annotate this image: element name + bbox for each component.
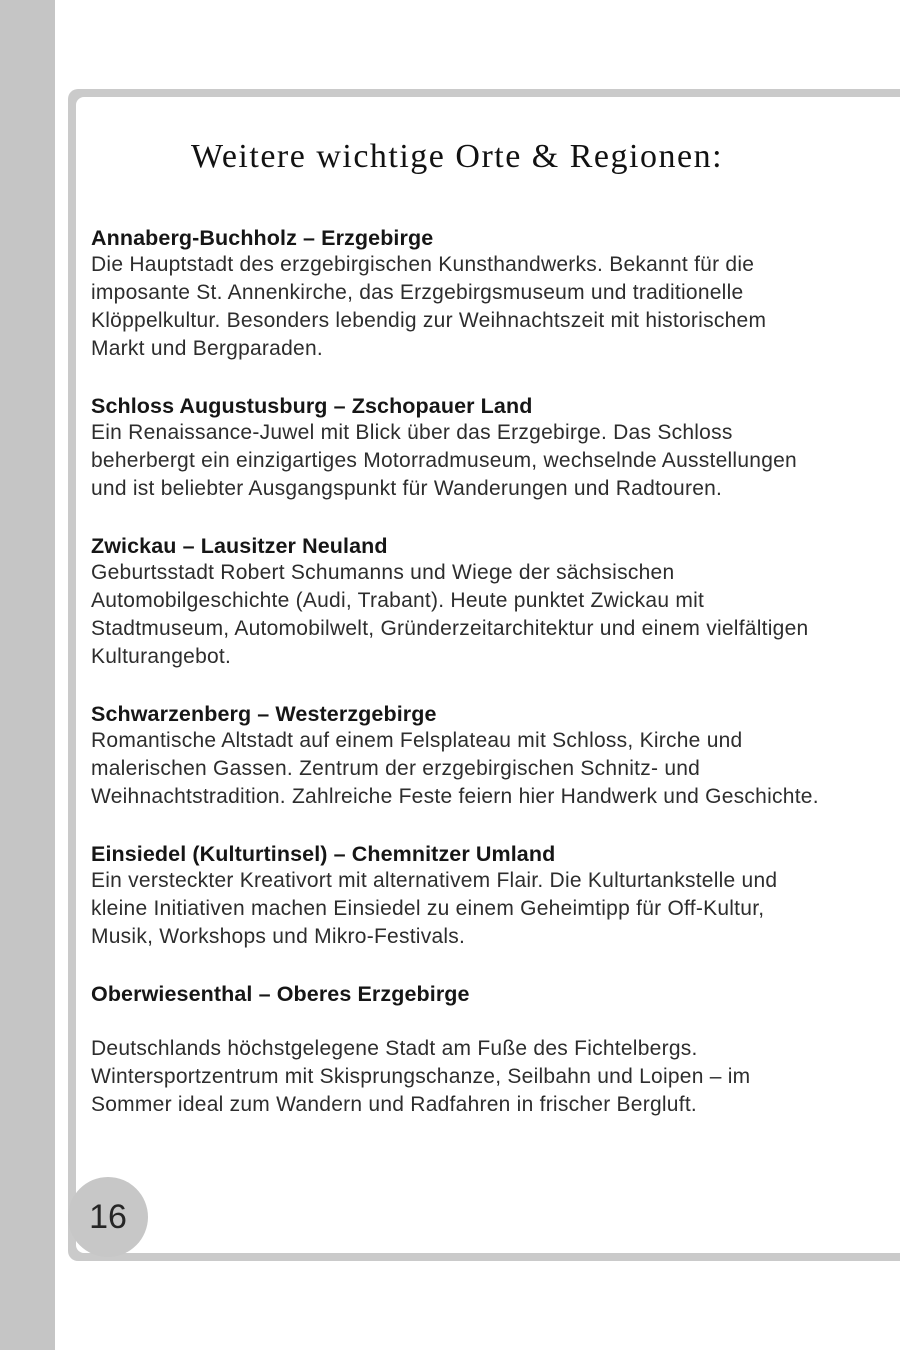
section-schloss-augustusburg — [91, 393, 823, 503]
section-heading: Oberwiesenthal – Oberes Erzgebirge — [91, 982, 470, 1006]
section-annaberg-buchholz — [91, 225, 823, 363]
content-column — [91, 97, 823, 1149]
section-body: Deutschlands höchstgelegene Stadt am Fuße des Fichtelbergs. Wintersportzentrum mit Skisprungschanze, Seilbahn und Loipen – im Sommer ideal zum Wandern und Radfahren in frischer Bergluft. — [91, 1037, 751, 1116]
content-card-border — [68, 89, 900, 1261]
section-heading: Einsiedel (Kulturtinsel) – Chemnitzer Umland — [91, 842, 556, 866]
section-body: Ein versteckter Kreativort mit alternativem Flair. Die Kulturtankstelle und kleine Initiativen machen Einsiedel zu einem Geheimtipp für Off-Kultur, Musik, Workshops und Mikro-Festivals. — [91, 869, 778, 948]
page-number-badge — [68, 1177, 148, 1257]
section-body: Ein Renaissance-Juwel mit Blick über das Erzgebirge. Das Schloss beherbergt ein einzigartiges Motorradmuseum, wechselnde Ausstellungen und ist beliebter Ausgangspunkt für Wanderungen und Radtouren. — [91, 421, 797, 500]
left-margin-strip — [0, 0, 55, 1350]
page-title: Weitere wichtige Orte & Regionen: — [190, 138, 724, 175]
section-body: Romantische Altstadt auf einem Felsplateau mit Schloss, Kirche und malerischen Gassen. Zentrum der erzgebirgischen Schnitz- und Weihnachtstradition. Zahlreiche Feste feiern hier Handwerk und Geschichte. — [91, 729, 819, 808]
section-heading: Zwickau – Lausitzer Neuland — [91, 534, 388, 558]
sections-list — [91, 225, 823, 1119]
section-heading: Schwarzenberg – Westerzgebirge — [91, 702, 437, 726]
section-heading: Schloss Augustusburg – Zschopauer Land — [91, 394, 533, 418]
content-card — [76, 97, 900, 1253]
section-oberwiesenthal — [91, 981, 823, 1119]
section-schwarzenberg — [91, 701, 823, 811]
section-zwickau — [91, 533, 823, 671]
section-body: Geburtsstadt Robert Schumanns und Wiege der sächsischen Automobilgeschichte (Audi, Trabant). Heute punktet Zwickau mit Stadtmuseum, Automobilwelt, Gründerzeitarchitektur und einem vielfältigen Kulturangebot. — [91, 561, 809, 668]
page-number: 16 — [89, 1197, 127, 1236]
section-heading: Annaberg-Buchholz – Erzgebirge — [91, 226, 434, 250]
section-body: Die Hauptstadt des erzgebirgischen Kunsthandwerks. Bekannt für die imposante St. Annenkirche, das Erzgebirgsmuseum und traditionelle Klöppelkultur. Besonders lebendig zur Weihnachtszeit mit historischem Markt und Bergparaden. — [91, 253, 767, 360]
section-einsiedel — [91, 841, 823, 951]
